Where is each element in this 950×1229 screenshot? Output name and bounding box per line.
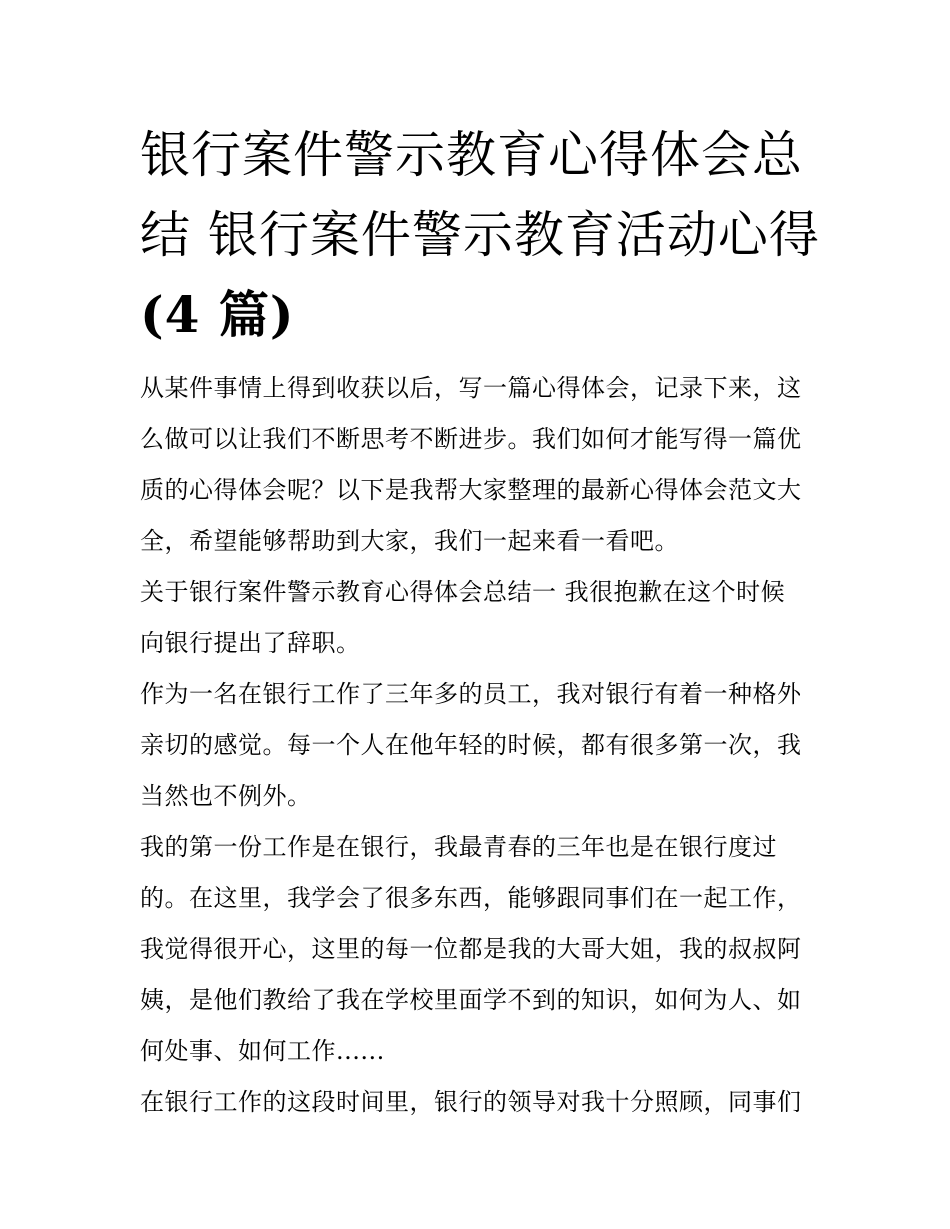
text-line: 当然也不例外。 <box>140 782 312 810</box>
paragraph-body <box>140 1077 812 1128</box>
text-line: 么做可以让我们不断思考不断进步。我们如何才能写得一篇优 <box>140 425 802 453</box>
text-line: 亲切的感觉。每一个人在他年轻的时候，都有很多第一次，我 <box>140 731 802 759</box>
text-line: 的。在这里，我学会了很多东西，能够跟同事们在一起工作， <box>140 884 802 912</box>
title-line: 银行案件警示教育心得体会总 <box>140 126 803 184</box>
text-line: 关于银行案件警示教育心得体会总结一 我很抱歉在这个时候 <box>140 578 786 606</box>
title-line: (4 篇) <box>140 285 295 344</box>
text-line: 我的第一份工作是在银行，我最青春的三年也是在银行度过 <box>140 833 777 861</box>
text-line: 在银行工作的这段时间里，银行的领导对我十分照顾，同事们 <box>140 1088 802 1116</box>
title-line: 结 银行案件警示教育活动心得 <box>140 206 820 264</box>
paragraph-section-heading <box>140 567 812 669</box>
paragraph-body <box>140 669 812 822</box>
text-line: 向银行提出了辞职。 <box>140 629 361 657</box>
text-line: 姨，是他们教给了我在学校里面学不到的知识，如何为人、如 <box>140 986 802 1014</box>
document-body <box>140 363 812 1128</box>
text-line: 从某件事情上得到收获以后，写一篇心得体会，记录下来，这 <box>140 374 802 402</box>
text-line: 我觉得很开心，这里的每一位都是我的大哥大姐，我的叔叔阿 <box>140 935 802 963</box>
paragraph-body <box>140 822 812 1077</box>
text-line: 全，希望能够帮助到大家，我们一起来看一看吧。 <box>140 527 679 555</box>
text-line: 质的心得体会呢？以下是我帮大家整理的最新心得体会范文大 <box>140 476 802 504</box>
document-content <box>140 115 820 1128</box>
paragraph-intro <box>140 363 812 567</box>
document-title <box>140 115 820 355</box>
text-line: 作为一名在银行工作了三年多的员工，我对银行有着一种格外 <box>140 680 802 708</box>
text-line: 何处事、如何工作...... <box>140 1037 385 1065</box>
